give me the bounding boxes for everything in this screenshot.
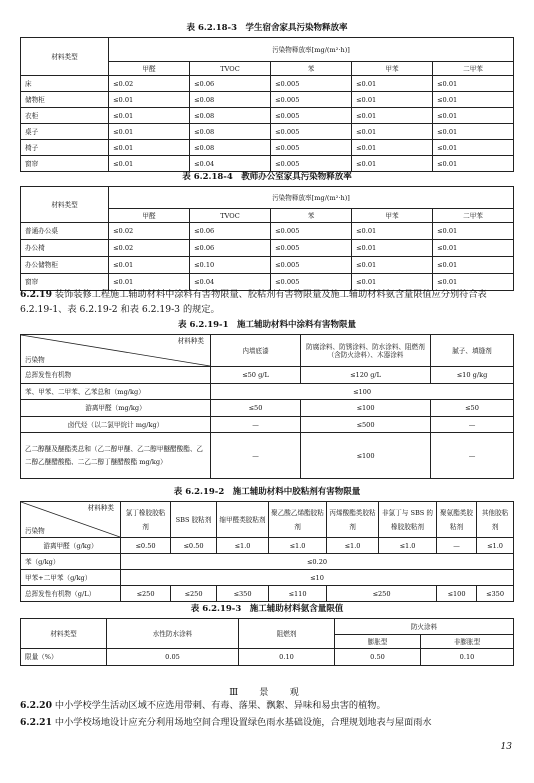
cell: ≤0.01 [433, 92, 514, 108]
cell: ≤100 [301, 400, 431, 417]
cell: ≤0.01 [352, 124, 433, 140]
clause-number: 6.2.19 [20, 289, 52, 300]
cell: ≤0.01 [433, 240, 514, 257]
table-row [21, 538, 514, 554]
cell: ≤0.01 [352, 108, 433, 124]
cell: — [431, 433, 514, 479]
cell: ≤0.005 [271, 76, 352, 92]
clause-text: 中小学校场地设计应充分利用场地空间合理设置绿色雨水基础设施，合理规划地表与屋面雨水 [51, 717, 432, 728]
cell: ≤250 [327, 586, 437, 602]
cell: ≤0.01 [433, 257, 514, 274]
corner-top-label: 材料种类 [177, 337, 204, 345]
table-row [21, 223, 514, 240]
header-emission-rate: 污染物释放率[mg/(m²·h)] [109, 187, 514, 209]
header-col: 聚乙酸乙烯酯胶粘剂 [269, 502, 327, 538]
cell: ≤0.04 [190, 274, 271, 291]
table-row [21, 140, 514, 156]
cell: ≤0.02 [109, 240, 190, 257]
cell: ≤0.02 [109, 76, 190, 92]
cell: ≤0.005 [271, 124, 352, 140]
cell: ≤0.005 [271, 140, 352, 156]
header-material-type: 材料类型 [21, 38, 109, 76]
header-col: 苯 [271, 62, 352, 76]
header-col: 苯 [271, 209, 352, 223]
cell: ≤0.005 [271, 223, 352, 240]
table-caption: 表 6.2.19-1 施工辅助材料中涂料有害物限量 [178, 320, 356, 330]
table-caption: 表 6.2.19-3 施工辅助材料氨含量限值 [190, 604, 344, 614]
table-row [21, 240, 514, 257]
cell: ≤0.01 [433, 124, 514, 140]
cell: ≤0.20 [121, 554, 514, 570]
header-col: 腻子、填缝剂 [431, 335, 514, 367]
cell: ≤0.01 [109, 257, 190, 274]
cell: ≤1.0 [477, 538, 514, 554]
row-label: 办公储物柜 [21, 257, 109, 274]
paragraph-6-2-20 [20, 699, 516, 714]
cell: ≤0.08 [190, 124, 271, 140]
row-label: 乙二醇醚及醚酯类总和（乙二醇甲醚、乙二醇甲醚醋酸酯、乙二醇乙醚醋酸酯、二乙二醇丁醚醋酸酯 mg/kg） [21, 433, 211, 479]
cell: 0.10 [421, 649, 514, 666]
clause-text: 装饰装修工程施工辅助材料中涂料有害物限量、胶粘剂有害物限量及施工辅助材料氨含量限值应分别符合表 6.2.19-1、表 6.2.19-2 和表 6.2.19-3 的规定。 [20, 289, 487, 315]
cell: ≤0.01 [352, 257, 433, 274]
header-col: 丙烯酸酯类胶粘剂 [327, 502, 379, 538]
cell: — [211, 417, 301, 433]
table-caption: 表 6.2.18-4 教师办公室家具污染物释放率 [182, 172, 352, 182]
table-6-2-19-2 [20, 487, 514, 602]
cell: ≤100 [211, 384, 514, 400]
header-corner [21, 335, 211, 367]
row-label: 衣柜 [21, 108, 109, 124]
cell: ≤350 [477, 586, 514, 602]
clause-number: 6.2.21 [20, 717, 52, 728]
table-row [21, 108, 514, 124]
header-material-type: 材料类型 [21, 619, 107, 649]
table-row [21, 367, 514, 384]
cell: ≤0.005 [271, 156, 352, 172]
cell: ≤0.005 [271, 240, 352, 257]
table-row [21, 417, 514, 433]
cell: ≤0.01 [109, 140, 190, 156]
header-material-type: 材料类型 [21, 187, 109, 223]
cell: ≤0.01 [109, 92, 190, 108]
header-col: SBS 胶粘剂 [171, 502, 217, 538]
cell: ≤500 [301, 417, 431, 433]
header-col: 膨胀型 [335, 635, 421, 649]
cell: ≤0.01 [433, 76, 514, 92]
table-caption: 表 6.2.19-2 施工辅助材料中胶粘剂有害物限量 [173, 487, 361, 497]
header-fireproof: 防火涂料 [335, 619, 514, 635]
row-label: 椅子 [21, 140, 109, 156]
cell: ≤0.01 [352, 274, 433, 291]
cell: ≤0.06 [190, 76, 271, 92]
table-row [21, 433, 514, 479]
row-label: 甲苯+二甲苯（g/kg） [21, 570, 121, 586]
corner-bottom-label: 污染物 [25, 356, 45, 364]
corner-top-label: 材料种类 [87, 504, 114, 512]
header-col: 水性防水涂料 [107, 619, 239, 649]
header-col: 甲醛 [109, 62, 190, 76]
row-label: 窗帘 [21, 274, 109, 291]
row-label: 桌子 [21, 124, 109, 140]
cell: ≤100 [301, 433, 431, 479]
row-label: 床 [21, 76, 109, 92]
cell: ≤0.01 [352, 223, 433, 240]
cell: ≤0.08 [190, 108, 271, 124]
clause-number: 6.2.20 [20, 700, 52, 711]
paragraph-6-2-21 [20, 716, 516, 731]
cell: ≤0.01 [433, 274, 514, 291]
cell: ≤0.01 [352, 156, 433, 172]
table-6-2-18-3 [20, 23, 514, 172]
cell: ≤0.50 [171, 538, 217, 554]
table-row [21, 92, 514, 108]
cell: ≤0.08 [190, 140, 271, 156]
cell: ≤1.0 [269, 538, 327, 554]
cell: ≤50 g/L [211, 367, 301, 384]
table-caption: 表 6.2.18-3 学生宿舍家具污染物释放率 [186, 23, 348, 33]
header-col: 其他胶粘剂 [477, 502, 514, 538]
cell: ≤0.10 [190, 257, 271, 274]
cell: ≤0.005 [271, 257, 352, 274]
cell: ≤250 [121, 586, 171, 602]
cell: ≤0.06 [190, 223, 271, 240]
row-label: 办公椅 [21, 240, 109, 257]
cell: ≤0.04 [190, 156, 271, 172]
row-label: 苯、甲苯、二甲苯、乙苯总和（mg/kg） [21, 384, 211, 400]
cell: ≤0.02 [109, 223, 190, 240]
cell: ≤120 g/L [301, 367, 431, 384]
cell: — [431, 417, 514, 433]
row-label: 储物柜 [21, 92, 109, 108]
header-col: 非氯丁与 SBS 的橡胶胶粘剂 [379, 502, 437, 538]
table-6-2-18-4 [20, 172, 514, 291]
cell: — [437, 538, 477, 554]
row-label: 窗帘 [21, 156, 109, 172]
header-col: 阻燃剂 [239, 619, 335, 649]
cell: ≤0.01 [352, 76, 433, 92]
header-emission-rate: 污染物释放率[mg/(m²·h)] [109, 38, 514, 62]
corner-bottom-label: 污染物 [25, 527, 45, 535]
cell: ≤0.01 [109, 156, 190, 172]
cell: ≤100 [437, 586, 477, 602]
cell: 0.50 [335, 649, 421, 666]
header-col: 甲苯 [352, 209, 433, 223]
cell: — [211, 433, 301, 479]
cell: ≤0.01 [433, 156, 514, 172]
cell: ≤0.01 [433, 108, 514, 124]
table-row [21, 257, 514, 274]
header-col: 二甲苯 [433, 209, 514, 223]
cell: 0.05 [107, 649, 239, 666]
header-col: 内墙底漆 [211, 335, 301, 367]
table-row [21, 156, 514, 172]
cell: ≤1.0 [327, 538, 379, 554]
cell: ≤110 [269, 586, 327, 602]
table-6-2-19-1 [20, 320, 514, 479]
clause-text: 中小学校学生活动区域不应选用带刺、有毒、落果、飘絮、异味和易虫害的植物。 [51, 700, 386, 711]
cell: ≤0.005 [271, 274, 352, 291]
table-row [21, 400, 514, 417]
cell: ≤0.01 [352, 240, 433, 257]
header-col: 甲醛 [109, 209, 190, 223]
cell: ≤0.06 [190, 240, 271, 257]
cell: ≤350 [217, 586, 269, 602]
cell: ≤50 [211, 400, 301, 417]
page-number: 13 [500, 742, 512, 752]
row-label: 总挥发性有机物 [21, 367, 211, 384]
table-row [21, 124, 514, 140]
row-label: 游离甲醛（mg/kg） [21, 400, 211, 417]
header-col: 缩甲醛类胶粘剂 [217, 502, 269, 538]
header-col: 聚氨酯类胶粘剂 [437, 502, 477, 538]
header-col: TVOC [190, 62, 271, 76]
cell: ≤0.01 [433, 223, 514, 240]
cell: ≤0.50 [121, 538, 171, 554]
table-row [21, 554, 514, 570]
table-row [21, 384, 514, 400]
row-label: 限量（%） [21, 649, 107, 666]
row-label: 游离甲醛（g/kg） [21, 538, 121, 554]
cell: ≤10 [121, 570, 514, 586]
section-heading: Ⅲ 景 观 [229, 687, 305, 698]
cell: ≤0.005 [271, 92, 352, 108]
cell: ≤50 [431, 400, 514, 417]
cell: ≤0.01 [109, 108, 190, 124]
cell: ≤1.0 [379, 538, 437, 554]
table-row [21, 76, 514, 92]
header-corner [21, 502, 121, 538]
cell: ≤0.08 [190, 92, 271, 108]
header-col: 甲苯 [352, 62, 433, 76]
table-row [21, 570, 514, 586]
cell: ≤250 [171, 586, 217, 602]
cell: ≤1.0 [217, 538, 269, 554]
header-col: 氯丁橡胶胶粘剂 [121, 502, 171, 538]
row-label: 苯（g/kg） [21, 554, 121, 570]
header-col: 非膨胀型 [421, 635, 514, 649]
table-row [21, 586, 514, 602]
cell: ≤0.01 [352, 140, 433, 156]
cell: ≤0.01 [352, 92, 433, 108]
cell: ≤0.01 [109, 124, 190, 140]
cell: ≤0.01 [109, 274, 190, 291]
cell: ≤0.01 [433, 140, 514, 156]
cell: 0.10 [239, 649, 335, 666]
row-label: 普通办公桌 [21, 223, 109, 240]
table-row [21, 649, 514, 666]
header-col: 二甲苯 [433, 62, 514, 76]
row-label: 总挥发性有机物（g/L） [21, 586, 121, 602]
cell: ≤0.005 [271, 108, 352, 124]
table-6-2-19-3 [20, 604, 514, 666]
header-col: TVOC [190, 209, 271, 223]
paragraph-6-2-19 [20, 288, 516, 317]
cell: ≤10 g/kg [431, 367, 514, 384]
row-label: 卤代烃（以二氯甲烷计 mg/kg） [21, 417, 211, 433]
header-col: 防腐涂料、防锈涂料、防水涂料、阻燃剂（含防火涂料）、木器涂料 [301, 335, 431, 367]
